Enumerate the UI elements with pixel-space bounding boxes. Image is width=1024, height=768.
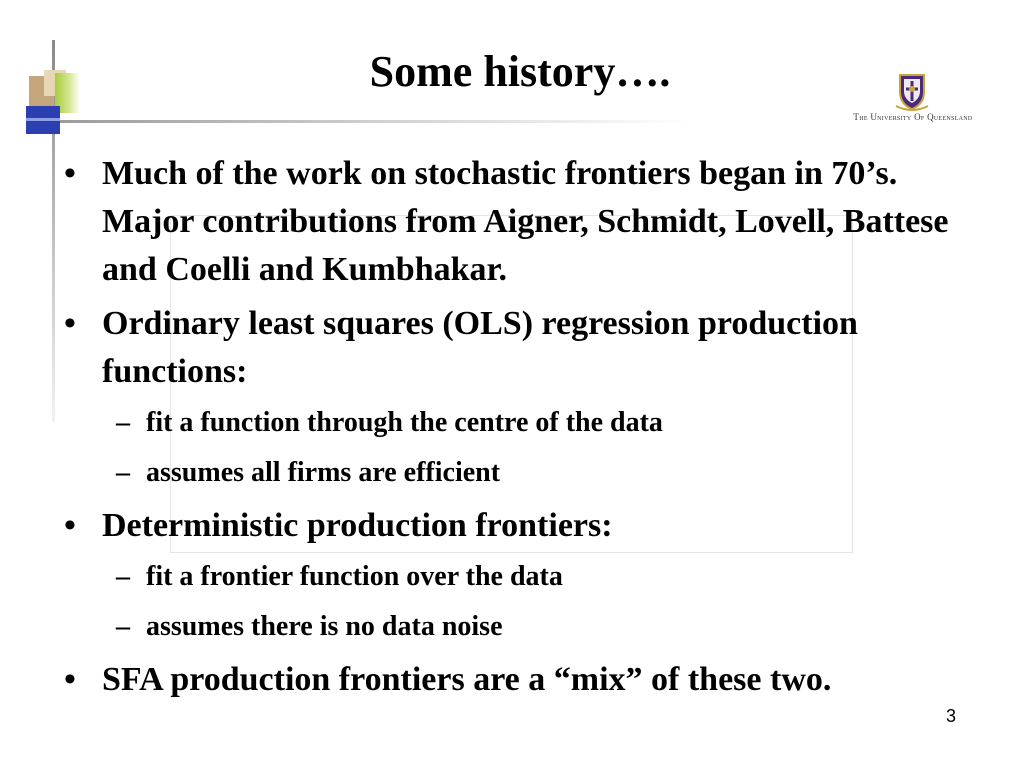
list-item [60,300,980,396]
sub-list-item-text: assumes all firms are efficient [146,457,501,488]
slide-content [60,150,980,710]
decorative-blue-stripe [26,118,60,121]
university-name: The University Of Queensland [853,112,973,122]
dash-icon: – [116,611,130,642]
dash-icon: – [116,407,130,438]
bullet-icon: • [64,155,76,192]
sub-list-item [60,402,980,444]
list-item [60,656,980,704]
bullet-icon: • [64,507,76,544]
bullet-icon: • [64,661,76,698]
sub-list-item-text: fit a frontier function over the data [146,561,563,592]
university-crest-icon [894,72,930,112]
dash-icon: – [116,561,130,592]
bullet-icon: • [64,305,76,342]
page-number: 3 [946,706,957,726]
list-item-text: SFA production frontiers are a “mix” of these two. [102,661,832,698]
title-underline [52,120,692,123]
sub-list-item [60,556,980,598]
sub-list-item [60,606,980,648]
list-item-text: Ordinary least squares (OLS) regression production functions: [102,305,858,390]
slide-title: Some history…. [369,47,671,96]
sub-list-item [60,452,980,494]
sub-list-item-text: fit a function through the centre of the data [146,407,663,438]
dash-icon: – [116,457,130,488]
list-item-text: Much of the work on stochastic frontiers began in 70’s. Major contributions from Aigner, Schmidt, Lovell, Battese and Coelli and Kumbhakar. [102,155,949,288]
list-item [60,150,980,294]
list-item [60,502,980,550]
list-item-text: Deterministic production frontiers: [102,507,613,544]
sub-list-item-text: assumes there is no data noise [146,611,503,642]
university-logo [838,72,988,128]
